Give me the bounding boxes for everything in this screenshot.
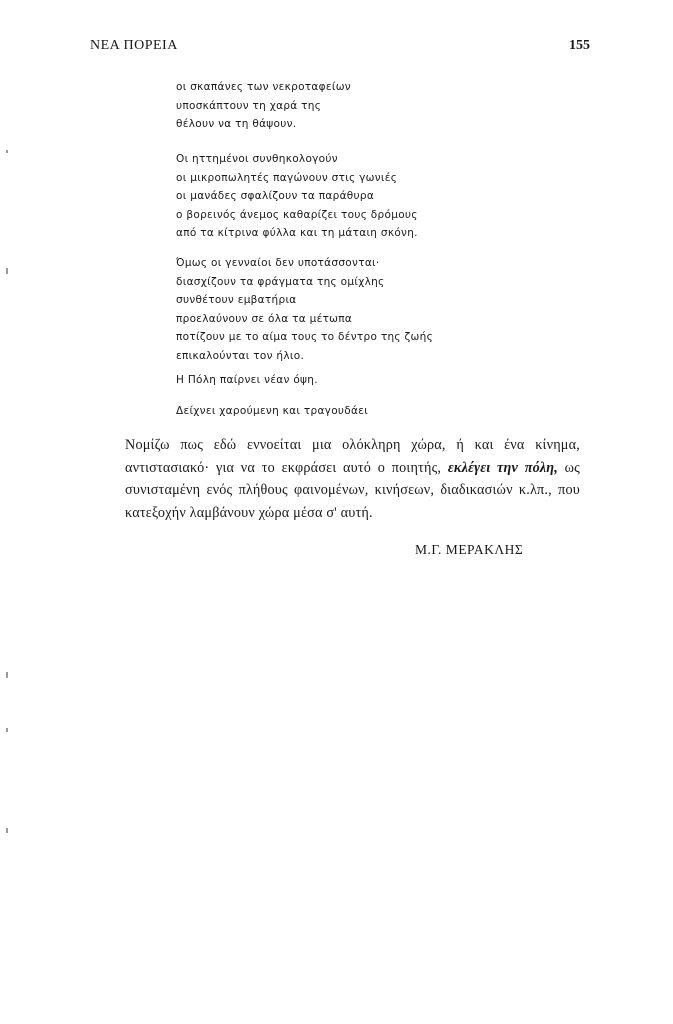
poem-stanza <box>176 150 418 243</box>
author-signature: Μ.Γ. ΜΕΡΑΚΛΗΣ <box>415 542 524 557</box>
poem-line: οι σκαπάνες των νεκροταφείων <box>176 81 351 93</box>
poem-stanza <box>176 78 351 134</box>
poem-line: ποτίζουν με το αίμα τους το δέντρο της ζωής <box>176 331 434 343</box>
poem-line: Οι ηττημένοι συνθηκολογούν <box>176 153 338 165</box>
commentary-text: Νομίζω πως εδώ εννοείται μια ολόκληρη χώρα, ή και ένα κίνημα, αντιστασιακό· για να το εκφράσει αυτό ο ποιητής, <box>125 437 580 476</box>
poem-line: υποσκάπτουν τη χαρά της <box>176 99 322 112</box>
poem-stanza <box>176 254 433 365</box>
commentary-paragraph <box>125 434 580 524</box>
poem-line: οι μικροπωλητές παγώνουν στις γωνιές <box>176 171 398 184</box>
scan-margin-mark <box>6 828 8 833</box>
scan-margin-mark <box>6 150 8 153</box>
poem-line: Δείχνει χαρούμενη και τραγουδάει <box>176 405 369 417</box>
poem-line: από τα κίτρινα φύλλα και τη μάταιη σκόνη. <box>176 227 418 239</box>
commentary-emphasis: εκλέγει την πόλη, <box>447 459 558 476</box>
commentary-text: ως συνισταμένη ενός πλήθους φαινομένων, κινήσεων, διαδικασιών κ.λπ., που κατεξοχήν λαμβάνουν χώρα μέσα σ' αυτή. <box>125 459 580 521</box>
journal-title: ΝΕΑ ΠΟΡΕΙΑ <box>90 38 178 53</box>
poem-stanza <box>176 371 318 390</box>
poem-line: ο βορεινός άνεμος καθαρίζει τους δρόμους <box>176 208 418 221</box>
poem-line: Όμως οι γενναίοι δεν υποτάσσονται· <box>176 257 380 269</box>
poem-stanza <box>176 402 368 421</box>
poem-line: θέλουν να τη θάψουν. <box>176 118 297 130</box>
poem-line: οι μανάδες σφαλίζουν τα παράθυρα <box>176 190 375 202</box>
poem-line: διασχίζουν τα φράγματα της ομίχλης <box>176 275 385 288</box>
poem-line: συνθέτουν εμβατήρια <box>176 294 297 306</box>
poem-line: Η Πόλη παίρνει νέαν όψη. <box>176 374 318 386</box>
poem-line: προελαύνουν σε όλα τα μέτωπα <box>176 312 353 325</box>
running-head <box>90 38 590 58</box>
page-number: 155 <box>569 38 590 53</box>
poem-line: επικαλούνται τον ήλιο. <box>176 349 305 362</box>
scan-margin-mark <box>6 672 8 678</box>
scan-margin-mark <box>6 268 8 274</box>
scan-margin-mark <box>6 728 8 732</box>
